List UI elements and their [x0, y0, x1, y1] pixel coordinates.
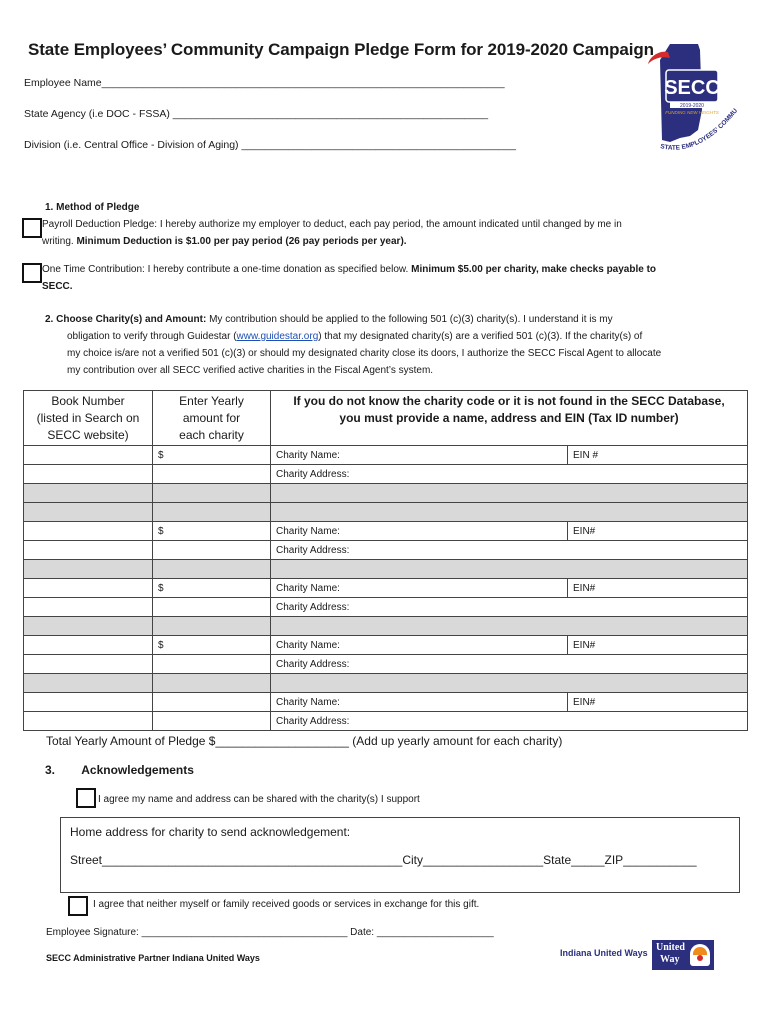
book-number-input[interactable]	[24, 693, 153, 712]
share-info-checkbox[interactable]	[76, 788, 96, 808]
no-goods-text: I agree that neither myself or family received goods or services in exchange for this gift.	[93, 899, 480, 910]
book-number-input[interactable]	[24, 655, 153, 674]
ein-label[interactable]: EIN#	[568, 579, 748, 598]
charity-name-label[interactable]: Charity Name:	[271, 579, 568, 598]
charity-address-label[interactable]: Charity Address:	[271, 541, 748, 560]
charity-address-label[interactable]: Charity Address:	[271, 655, 748, 674]
ein-label[interactable]: EIN #	[568, 446, 748, 465]
book-number-input[interactable]	[24, 465, 153, 484]
logo-year: 2019-2020	[680, 103, 704, 109]
one-time-contribution-text: One Time Contribution: I hereby contribute a one-time donation as specified below. Minimum $5.00 per charity, make checks payable to SECC.	[42, 264, 657, 292]
united-way-logo: United Way	[652, 940, 714, 970]
book-number-input[interactable]	[24, 541, 153, 560]
section3-heading: 3. Acknowledgements	[45, 763, 194, 777]
charity-name-label[interactable]: Charity Name:	[271, 446, 568, 465]
amount-input[interactable]	[153, 655, 271, 674]
book-number-input[interactable]	[24, 598, 153, 617]
guidestar-link[interactable]: www.guidestar.org	[236, 331, 319, 342]
section2-text: 2. Choose Charity(s) and Amount: My contribution should be applied to the following 501 (c)(3) charity(s). I understand it is my obligation to verify through Guidestar (www.guidestar.org) that my designated charity(s) are a verified 501 (c)(3). If the charity(s) of my choice is/are not a verified 501 (c)(3) or should my designated charity close its doors, I authorize the SECC Fiscal Agent to allocate my contribution over all SECC verified active charities in the Fiscal Agent’s system.	[45, 314, 662, 376]
one-time-contribution-checkbox[interactable]	[22, 263, 42, 283]
book-number-input[interactable]	[24, 446, 153, 465]
charity-name-label[interactable]: Charity Name:	[271, 636, 568, 655]
yearly-amount-header: Enter Yearly amount for each charity	[153, 391, 271, 446]
book-number-header: Book Number (listed in Search on SECC website)	[24, 391, 153, 446]
amount-input[interactable]	[153, 598, 271, 617]
payroll-deduction-checkbox[interactable]	[22, 218, 42, 238]
book-number-input[interactable]	[24, 522, 153, 541]
charity-name-label[interactable]: Charity Name:	[271, 522, 568, 541]
charity-address-label[interactable]: Charity Address:	[271, 712, 748, 731]
amount-input[interactable]: $	[153, 522, 271, 541]
amount-input[interactable]	[153, 541, 271, 560]
ein-label[interactable]: EIN#	[568, 693, 748, 712]
charity-table	[23, 390, 748, 731]
home-address-label: Home address for charity to send acknowledgement:	[70, 825, 351, 839]
street-city-zip-field[interactable]: Street_____________________________________________City__________________State_____ZIP___________	[70, 853, 697, 867]
amount-input[interactable]: $	[153, 446, 271, 465]
amount-input[interactable]: $	[153, 636, 271, 655]
book-number-input[interactable]	[24, 712, 153, 731]
state-agency-field[interactable]: State Agency (i.e DOC - FSSA) ______________________________________________________	[24, 108, 489, 120]
book-number-input[interactable]	[24, 579, 153, 598]
logo-tagline: FUNDING NEW HEIGHTS	[665, 110, 719, 115]
charity-name-label[interactable]: Charity Name:	[271, 693, 568, 712]
page-title: State Employees’ Community Campaign Pledge Form for 2019-2020 Campaign	[28, 40, 654, 59]
ein-label[interactable]: EIN#	[568, 636, 748, 655]
ein-label[interactable]: EIN#	[568, 522, 748, 541]
amount-input[interactable]	[153, 693, 271, 712]
charity-address-label[interactable]: Charity Address:	[271, 598, 748, 617]
secc-logo	[640, 40, 744, 160]
amount-input[interactable]	[153, 465, 271, 484]
payroll-deduction-text: Payroll Deduction Pledge: I hereby authorize my employer to deduct, each pay period, the amount indicated until changed by me in writing. Minimum Deduction is $1.00 per pay period (26 pay periods per year).	[42, 219, 622, 247]
charity-address-label[interactable]: Charity Address:	[271, 465, 748, 484]
division-field[interactable]: Division (i.e. Central Office - Division of Aging) _______________________________________________	[24, 139, 516, 151]
book-number-input[interactable]	[24, 636, 153, 655]
amount-input[interactable]: $	[153, 579, 271, 598]
total-pledge-field[interactable]: Total Yearly Amount of Pledge $____________________ (Add up yearly amount for each charity)	[46, 734, 563, 748]
logo-main-text: SECC	[664, 77, 720, 99]
indiana-united-ways-text: Indiana United Ways	[560, 948, 648, 958]
logo-arc-text: STATE EMPLOYEES' COMMU	[659, 107, 740, 152]
share-info-text: I agree my name and address can be shared with the charity(s) I support	[98, 794, 420, 805]
charity-info-header: If you do not know the charity code or it is not found in the SECC Database, you must provide a name, address and EIN (Tax ID number)	[271, 391, 748, 446]
amount-input[interactable]	[153, 712, 271, 731]
no-goods-checkbox[interactable]	[68, 896, 88, 916]
signature-date-field[interactable]: Employee Signature: _____________________________________ Date: _____________________	[46, 927, 494, 938]
footer-partner-text: SECC Administrative Partner Indiana United Ways	[46, 953, 260, 963]
section1-heading: 1. Method of Pledge	[45, 202, 140, 213]
employee-name-field[interactable]: Employee Name_____________________________________________________________________	[24, 77, 505, 89]
